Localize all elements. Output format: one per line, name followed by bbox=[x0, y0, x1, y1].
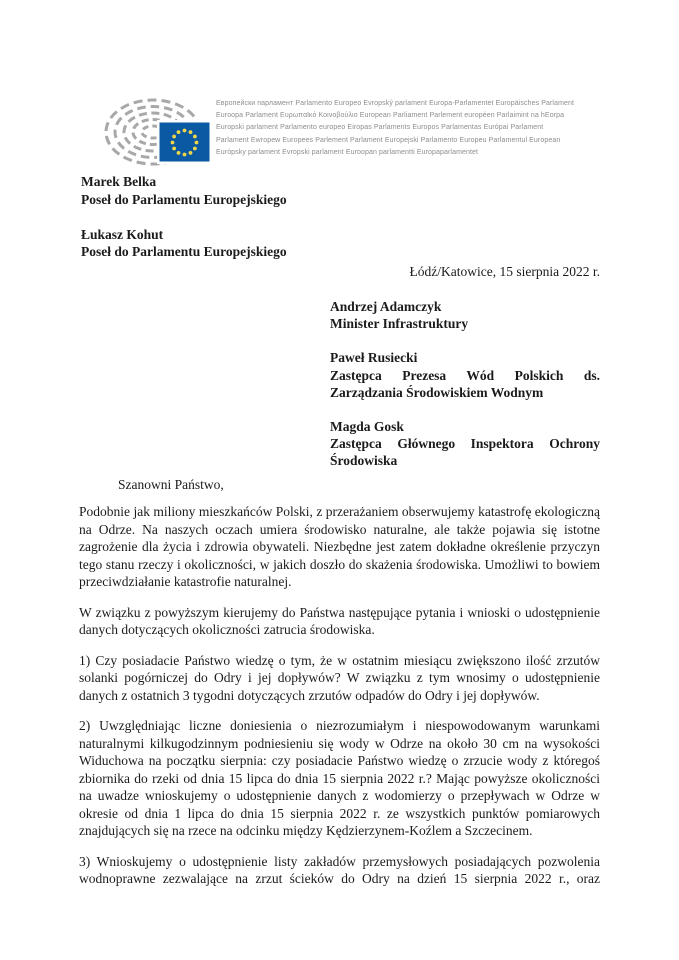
letter-body bbox=[79, 503, 600, 901]
wordmark-line: Parlament Ewropew Europees Parlement Parlament Europejski Parlamento Europeu Parlamentul European bbox=[216, 136, 561, 144]
parliament-multilingual-wordmark bbox=[216, 98, 606, 159]
wordmark-line: Európsky parlament Evropski parlament Euroopan parlamentti Europaparlamentet bbox=[216, 148, 479, 156]
paragraph-question-1: 1) Czy posiadacie Państwo wiedzę o tym, że w ostatnim miesiącu zwiększono ilość zrzutów solanki pogórniczej do Odry i jej dopływów? W związku z tym wnosimy o udostępnienie danych z ostatnich 3 tygodni dotyczących zrzutów odpadów do Odry i jej dopływów. bbox=[79, 652, 600, 703]
european-parliament-logo-icon bbox=[100, 95, 212, 171]
sender-title: Poseł do Parlamentu Europejskiego bbox=[81, 191, 287, 207]
recipient bbox=[330, 349, 600, 401]
paragraph-intro: Podobnie jak miliony mieszkańców Polski, z przerażaniem obserwujemy katastrofę ekologiczną na Odrze. Na naszych oczach umiera środowisko naturalne, ale także pojawia się istotne zagrożenie dla życia i zdrowia obywateli. Niezbędne jest zatem dokładne określenie przyczyn tego stanu rzeczy i okoliczności, w jakich doszło do skażenia środowiska. Umożliwi to bowiem przeciwdziałanie katastrofie naturalnej. bbox=[79, 504, 600, 589]
wordmark-line: Европейски парламент Parlamento Europeo Evropský parlament Europa-Parlamentet Europäisches Parlament bbox=[216, 100, 575, 107]
recipient-name: Andrzej Adamczyk bbox=[330, 299, 442, 314]
recipient-name: Magda Gosk bbox=[330, 419, 404, 435]
recipient-block bbox=[330, 298, 600, 487]
letterhead bbox=[100, 95, 606, 171]
salutation: Szanowni Państwo, bbox=[118, 477, 224, 492]
sender bbox=[81, 226, 287, 261]
wordmark-line: Euroopa Parlament Ευρωπαϊκό Κοινοβούλιο European Parliament Parlement européen Parlaimint na hEorpa bbox=[216, 112, 565, 120]
recipient bbox=[330, 298, 600, 332]
paragraph-question-2: 2) Uwzględniając liczne doniesienia o niezrozumiałym i niespowodowanym warunkami naturalnymi kilkugodzinnym podniesieniu się wody w Odrze na około 30 cm na wysokości Widuchowa na początku sierpnia: czy posiadacie Państwo wiedzę o zrzucie wody z któregoś zbiornika do rzeki od dnia 15 lipca do dnia 15 sierpnia 2022 r.? Mając powyższe okoliczności na uwadze wnioskujemy o udostępnienie danych z wodomierzy o przepływach w Odrze w okresie od dnia 1 lipca do dnia 15 sierpnia 2022 r. ze wszystkich punktów pomiarowych znajdujących się na rzece na odcinku między Kędzierzynem-Koźlem a Szczecinem. bbox=[79, 718, 600, 838]
recipient-name: Paweł Rusiecki bbox=[330, 350, 418, 366]
recipient-title: Zastępca Prezesa Wód Polskich ds. Zarządzania Środowiskiem Wodnym bbox=[330, 367, 600, 400]
sender-name: Łukasz Kohut bbox=[81, 226, 164, 242]
wordmark-line: Europski parlament Parlamento europeo Eiropas Parlaments Europos Parlamentas Európai Parlament bbox=[216, 124, 544, 132]
sender-title: Poseł do Parlamentu Europejskiego bbox=[81, 244, 287, 259]
sender bbox=[81, 173, 287, 208]
recipient-title: Minister Infrastruktury bbox=[330, 316, 469, 332]
recipient-title: Zastępca Głównego Inspektora Ochrony Środowiska bbox=[330, 436, 600, 469]
sender-name: Marek Belka bbox=[81, 174, 157, 189]
recipient bbox=[330, 418, 600, 470]
paragraph-requests-lead: W związku z powyższym kierujemy do Państwa następujące pytania i wnioski o udostępnienie danych dotyczących okoliczności zatrucia środowiska. bbox=[79, 604, 600, 637]
paragraph-question-3-partial: 3) Wnioskujemy o udostępnienie listy zakładów przemysłowych posiadających pozwolenia wodnoprawne zezwalające na zrzut ścieków do Odry na dzień 15 sierpnia 2022 r., oraz bbox=[79, 853, 600, 886]
place-and-date: Łódź/Katowice, 15 sierpnia 2022 r. bbox=[409, 264, 600, 279]
